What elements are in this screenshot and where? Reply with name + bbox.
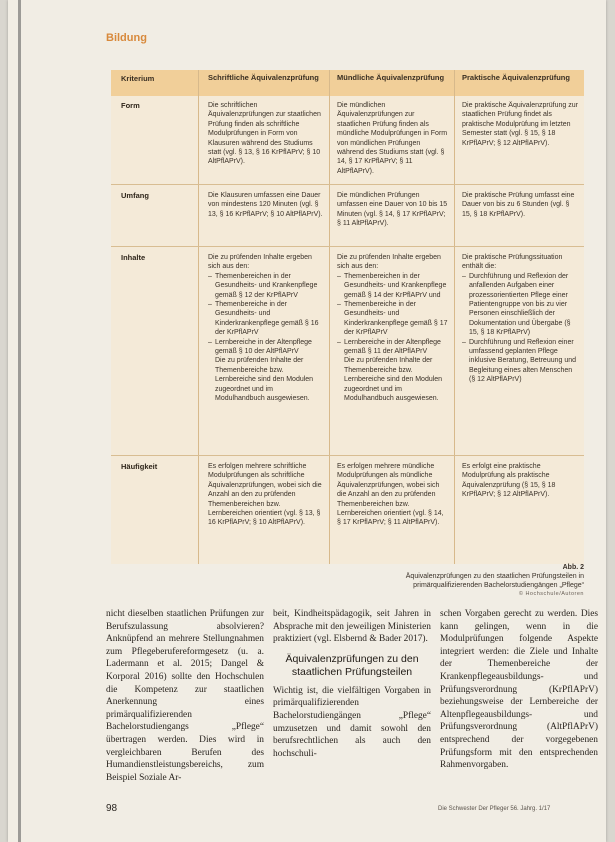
row-divider — [111, 184, 584, 185]
body-paragraph: schen Vorgaben gerecht zu werden. Dies kann gelingen, wenn in die Modulprüfungen folgende Aspekte integriert werden: die Ziele und Inhalte der Themenbereiche der Krankenpflegeausbildungs- und Prüfungsverordnung (KrPflAPrV) beziehungsweise der Lernbereiche der Altenpflegeausbildungs- und Prüfungsverordnung (AltPflAPrV) entsprechend der vorgegebenen Prüfungsform mit den entsprechenden Rahmenvorgaben. — [440, 609, 598, 771]
page — [8, 0, 606, 842]
header-oral: Mündliche Äquivalenzprüfung — [337, 73, 445, 82]
content-list — [462, 272, 578, 385]
content-intro: Die praktische Prüfungssituation enthält die: — [462, 254, 563, 271]
section-label: Bildung — [106, 32, 147, 44]
list-item: – Durchführung und Reflexion der anfallenden Aufgaben einer prozessorientierten Pflege einer Patientengruppe von bis zu vier Personen einschließlich der Dokumentation und Übergabe (§ 15, § 18 KrPflAPrV) — [462, 272, 578, 338]
content-intro: Die zu prüfenden Inhalte ergeben sich aus den: — [337, 254, 441, 271]
caption-text: Äquivalenzprüfungen zu den staatlichen Prüfungsteilen in primärqualifizierenden Bachelorstudiengängen „Pflege“ — [405, 573, 584, 589]
content-intro: Die zu prüfenden Inhalte ergeben sich aus den: — [208, 254, 312, 271]
section-heading: Äquivalenzprüfungen zu den staatlichen Prüfungsteilen — [285, 652, 419, 678]
content-outro: Die zu prüfenden Inhalte der Themenbereiche bzw. Lernbereiche sind den Modulen zugeordnet und im Modulhandbuch ausgewiesen. — [344, 357, 443, 403]
row-label-form: Form — [121, 101, 140, 110]
figure-caption — [348, 563, 584, 599]
body-paragraph: beit, Kindheitspädagogik, seit Jahren in Absprache mit den jeweiligen Ministerien praktiziert (vgl. Elsbernd & Bader 2017). — [273, 609, 431, 645]
row-label-scope: Umfang — [121, 191, 149, 200]
body-paragraph: nicht dieselben staatlichen Prüfungen zur Berufszulassung absolvieren? Anknüpfend an mehrere Stellungnahmen zum Pflegeberufereformgesetz (u. a. Ladermann et al. 2015; Dangel & Korporal 2016) sollte den Hochschulen die Kompetenz zur staatlichen Anerkennung eines primärqualifizierenden Bachelorstudiengangs „Pflege“ übertragen werden. Dies wird in vergleichbaren Berufen des Humandienstleistungsbereichs, zum Beispiel Soziale Ar- — [106, 609, 264, 783]
header-criterion: Kriterium — [121, 74, 155, 83]
cell-content-practical — [462, 253, 578, 385]
row-label-content: Inhalte — [121, 253, 146, 262]
list-item: – Themenbereichen in der Gesundheits- und Krankenpflege gemäß § 12 der KrPflAPrV — [208, 272, 323, 300]
caption-number: Abb. 2 — [562, 564, 584, 571]
list-item: – Themenbereiche in der Gesundheits- und Kinderkrankenpflege gemäß § 16 der KrPflAPrV — [208, 300, 323, 338]
list-item: – Themenbereiche in der Gesundheits- und Kinderkrankenpflege gemäß § 17 der KrPflAPrV — [337, 300, 449, 338]
content-list — [208, 272, 323, 357]
exam-table — [111, 70, 584, 564]
cell-scope-practical: Die praktische Prüfung umfasst eine Dauer von bis zu 6 Stunden (vgl. § 15, § 18 KrPflAPrV). — [462, 192, 575, 218]
cell-scope-written: Die Klausuren umfassen eine Dauer von mindestens 120 Minuten (vgl. § 13, § 16 KrPflAPrV; § 10 AltPflAPrV). — [208, 192, 323, 218]
row-label-frequency: Häufigkeit — [121, 462, 158, 471]
list-item: – Durchführung und Reflexion einer umfassend geplanten Pflege inklusive Beratung, Betreuung und Begleitung eines alten Menschen (§ 12 AltPflAPrV) — [462, 338, 578, 385]
cell-frequency-oral: Es erfolgen mehrere mündliche Modulprüfungen als mündliche Äquivalenzprüfungen, wobei sich die Anzahl an den zu prüfenden Themenbereichen bzw. Lernbereichen orientiert (vgl. § 14, § 17 KrPflAPrV; § 11 AltPflAPrV). — [337, 463, 444, 527]
header-practical: Praktische Äquivalenzprüfung — [462, 73, 570, 82]
caption-source: © Hochschule/Autoren — [518, 591, 584, 597]
journal-citation: Die Schwester Der Pfleger 56. Jahrg. 1/17 — [438, 806, 551, 812]
cell-frequency-written: Es erfolgen mehrere schriftliche Modulprüfungen als schriftliche Äquivalenzprüfungen, wobei sich die Anzahl an den zu prüfenden Themenbereichen bzw. Lernbereichen orientiert (vgl. § 13, § 16 KrPflAPrV; § 10 AltPflAPrV). — [208, 463, 322, 527]
row-divider — [111, 455, 584, 456]
content-outro: Die zu prüfenden Inhalte der Themenbereiche bzw. Lernbereiche sind den Modulen zugeordnet und im Modulhandbuch ausgewiesen. — [215, 357, 314, 403]
binding-edge — [18, 0, 21, 842]
content-list — [337, 272, 449, 357]
cell-form-practical: Die praktische Äquivalenzprüfung zur staatlichen Prüfung findet als praktische Modulprüfung im letzten Semester statt (vgl. § 15, § 18 KrPflAPrV; § 12 AltPflAPrV). — [462, 102, 578, 147]
header-written: Schriftliche Äquivalenzprüfung — [208, 73, 319, 82]
cell-scope-oral: Die mündlichen Prüfungen umfassen eine Dauer von 10 bis 15 Minuten (vgl. § 14, § 17 KrPflAPrV; § 11 AltPflAPrV). — [337, 192, 448, 228]
cell-form-oral: Die mündlichen Äquivalenzprüfungen zur staatlichen Prüfung finden als mündliche Modulprüfungen in Form von mündlichen Prüfungen während des Studiums statt (vgl. § 14, § 17 KrPflAPrV; § 11 AltPflAPrV). — [337, 102, 448, 175]
row-divider — [111, 246, 584, 247]
cell-frequency-practical: Es erfolgt eine praktische Modulprüfung als praktische Äquivalenzprüfung (§ 15, § 18 KrPflAPrV; § 12 AltPflAPrV). — [462, 463, 556, 499]
cell-content-written — [208, 253, 323, 404]
list-item: – Themenbereichen in der Gesundheits- und Krankenpflege gemäß § 14 der KrPflAPrV und — [337, 272, 449, 300]
page-number: 98 — [106, 803, 118, 814]
cell-form-written: Die schriftlichen Äquivalenzprüfungen zur staatlichen Prüfung finden als schriftliche Modulprüfungen in Form von Klausuren während des Studiums statt (vgl. § 13, § 16 KrPflAPrV; § 10 AltPflAPrV). — [208, 102, 321, 166]
body-column-1 — [106, 608, 264, 784]
body-column-2 — [273, 608, 431, 760]
column-divider — [198, 70, 199, 564]
column-divider — [329, 70, 330, 564]
cell-content-oral — [337, 253, 449, 404]
body-column-3 — [440, 608, 598, 772]
list-item: – Lernbereiche in der Altenpflege gemäß § 10 der AltPflAPrV — [208, 338, 323, 357]
list-item: – Lernbereiche in der Altenpflege gemäß § 11 der AltPflAPrV — [337, 338, 449, 357]
body-paragraph: Wichtig ist, die vielfältigen Vorgaben in primärqualifizierenden Bachelorstudiengängen „Pflege“ umzusetzen und damit sowohl den berufsrechtlichen als auch den hochschuli- — [273, 685, 431, 759]
column-divider — [454, 70, 455, 564]
